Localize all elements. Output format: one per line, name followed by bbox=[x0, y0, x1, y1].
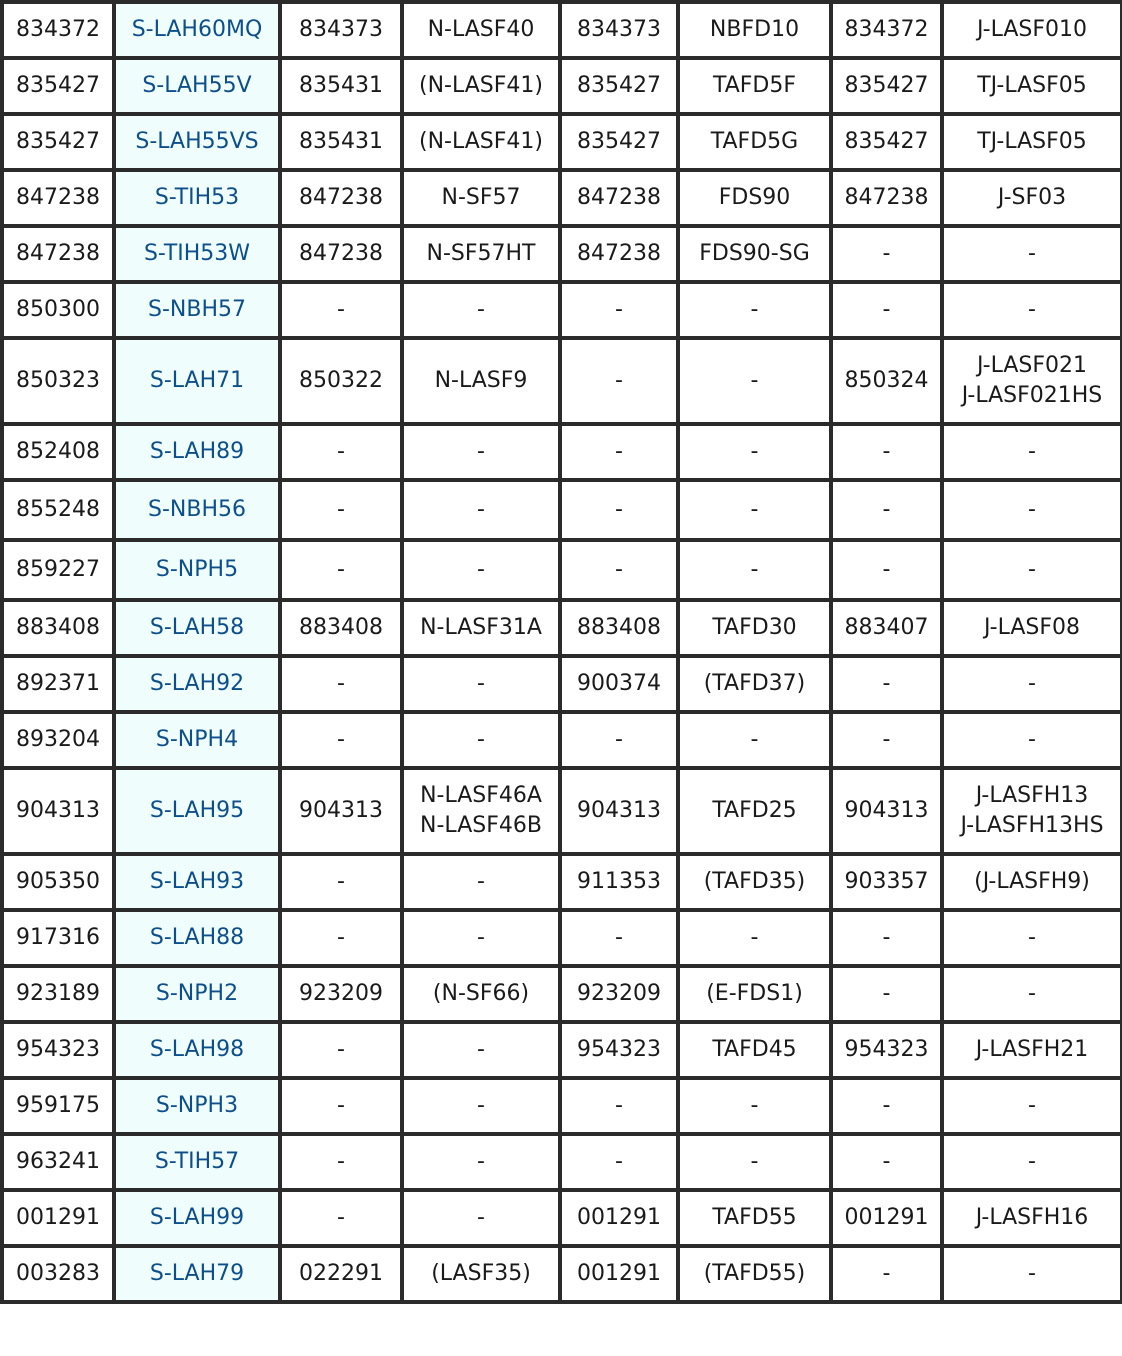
cell-line: TAFD5G bbox=[710, 129, 799, 154]
cell-line: (LASF35) bbox=[431, 1261, 531, 1286]
ohara-glass-cell[interactable]: S-LAH58 bbox=[114, 600, 280, 656]
cell-line: - bbox=[750, 297, 759, 322]
cell-line: NBFD10 bbox=[709, 17, 800, 42]
sumita-code-cell: - bbox=[831, 282, 942, 338]
cell-line: - bbox=[750, 439, 759, 464]
schott-glass-cell bbox=[402, 600, 560, 656]
hoya-code-cell: 001291 bbox=[560, 1190, 678, 1246]
glass-code-cell: 001291 bbox=[2, 1190, 114, 1246]
glass-code-cell: 859227 bbox=[2, 540, 114, 600]
cell-line: TAFD5F bbox=[712, 73, 797, 98]
hoya-code-cell: 911353 bbox=[560, 854, 678, 910]
table-row bbox=[2, 1078, 1122, 1134]
glass-code-cell: 003283 bbox=[2, 1246, 114, 1302]
cell-line: - bbox=[750, 727, 759, 752]
hoya-glass-cell bbox=[678, 282, 831, 338]
glass-code-cell: 963241 bbox=[2, 1134, 114, 1190]
glass-code-cell: 852408 bbox=[2, 424, 114, 480]
ohara-glass-cell[interactable]: S-NPH2 bbox=[114, 966, 280, 1022]
cell-line: N-LASF46A bbox=[420, 783, 542, 808]
sumita-glass-cell bbox=[942, 656, 1122, 712]
hoya-glass-cell bbox=[678, 1246, 831, 1302]
schott-code-cell: - bbox=[280, 282, 402, 338]
hoya-code-cell: - bbox=[560, 540, 678, 600]
table-row bbox=[2, 712, 1122, 768]
ohara-glass-cell[interactable]: S-NPH4 bbox=[114, 712, 280, 768]
cell-line: J-LASF08 bbox=[983, 615, 1081, 640]
hoya-code-cell: - bbox=[560, 282, 678, 338]
cell-line: - bbox=[1028, 981, 1036, 1006]
sumita-glass-cell bbox=[942, 1078, 1122, 1134]
cell-line: - bbox=[477, 727, 485, 752]
schott-glass-cell bbox=[402, 282, 560, 338]
ohara-glass-cell[interactable]: S-LAH55V bbox=[114, 58, 280, 114]
hoya-glass-cell bbox=[678, 424, 831, 480]
ohara-glass-cell[interactable]: S-LAH98 bbox=[114, 1022, 280, 1078]
sumita-code-cell: - bbox=[831, 540, 942, 600]
schott-code-cell: 847238 bbox=[280, 226, 402, 282]
schott-glass-cell bbox=[402, 966, 560, 1022]
hoya-code-cell: 904313 bbox=[560, 768, 678, 854]
table-row bbox=[2, 540, 1122, 600]
glass-code-cell: 835427 bbox=[2, 114, 114, 170]
hoya-glass-cell bbox=[678, 768, 831, 854]
schott-glass-cell bbox=[402, 656, 560, 712]
cell-line: - bbox=[1028, 1093, 1036, 1118]
ohara-glass-cell[interactable]: S-LAH79 bbox=[114, 1246, 280, 1302]
hoya-glass-cell bbox=[678, 226, 831, 282]
schott-code-cell: 834373 bbox=[280, 2, 402, 58]
hoya-glass-cell bbox=[678, 1190, 831, 1246]
sumita-glass-cell bbox=[942, 480, 1122, 540]
sumita-glass-cell bbox=[942, 282, 1122, 338]
schott-code-cell: 847238 bbox=[280, 170, 402, 226]
schott-glass-cell bbox=[402, 480, 560, 540]
cell-line: J-LASFH21 bbox=[975, 1037, 1089, 1062]
sumita-code-cell: 903357 bbox=[831, 854, 942, 910]
schott-glass-cell bbox=[402, 768, 560, 854]
table-row bbox=[2, 58, 1122, 114]
schott-code-cell: - bbox=[280, 424, 402, 480]
table-row bbox=[2, 114, 1122, 170]
sumita-code-cell: - bbox=[831, 966, 942, 1022]
table-row bbox=[2, 1134, 1122, 1190]
sumita-code-cell: - bbox=[831, 1078, 942, 1134]
sumita-glass-cell bbox=[942, 768, 1122, 854]
schott-glass-cell bbox=[402, 424, 560, 480]
cell-line: - bbox=[477, 1149, 485, 1174]
sumita-code-cell: 835427 bbox=[831, 58, 942, 114]
cell-line: - bbox=[477, 297, 485, 322]
glass-code-cell: 959175 bbox=[2, 1078, 114, 1134]
sumita-code-cell: - bbox=[831, 1134, 942, 1190]
schott-glass-cell bbox=[402, 854, 560, 910]
sumita-code-cell: - bbox=[831, 712, 942, 768]
schott-code-cell: - bbox=[280, 1134, 402, 1190]
sumita-glass-cell bbox=[942, 226, 1122, 282]
schott-code-cell: 850322 bbox=[280, 338, 402, 424]
cell-line: TAFD45 bbox=[712, 1037, 797, 1062]
cell-line: - bbox=[477, 1205, 485, 1230]
cell-line: TJ-LASF05 bbox=[977, 129, 1087, 154]
cell-line: - bbox=[477, 925, 485, 950]
ohara-glass-cell[interactable]: S-LAH71 bbox=[114, 338, 280, 424]
table-row bbox=[2, 424, 1122, 480]
schott-code-cell: - bbox=[280, 1078, 402, 1134]
cell-line: - bbox=[1028, 439, 1036, 464]
schott-glass-cell bbox=[402, 1190, 560, 1246]
hoya-glass-cell bbox=[678, 910, 831, 966]
cell-line: - bbox=[1028, 1261, 1036, 1286]
schott-code-cell: - bbox=[280, 540, 402, 600]
schott-code-cell: - bbox=[280, 656, 402, 712]
cell-line: (N-LASF41) bbox=[419, 129, 543, 154]
cell-line: - bbox=[750, 1093, 759, 1118]
cell-line: N-SF57 bbox=[441, 185, 521, 210]
glass-code-cell: 905350 bbox=[2, 854, 114, 910]
cell-line: N-LASF40 bbox=[427, 17, 535, 42]
ohara-glass-cell[interactable]: S-LAH95 bbox=[114, 768, 280, 854]
schott-glass-cell bbox=[402, 58, 560, 114]
cell-line: - bbox=[1028, 557, 1036, 582]
sumita-glass-cell bbox=[942, 966, 1122, 1022]
hoya-code-cell: 847238 bbox=[560, 170, 678, 226]
cell-line: - bbox=[477, 671, 485, 696]
table-body bbox=[2, 2, 1122, 1302]
hoya-code-cell: - bbox=[560, 1078, 678, 1134]
hoya-glass-cell bbox=[678, 854, 831, 910]
sumita-code-cell: 001291 bbox=[831, 1190, 942, 1246]
schott-glass-cell bbox=[402, 226, 560, 282]
schott-code-cell: - bbox=[280, 1190, 402, 1246]
hoya-code-cell: 001291 bbox=[560, 1246, 678, 1302]
sumita-code-cell: - bbox=[831, 910, 942, 966]
hoya-code-cell: 835427 bbox=[560, 114, 678, 170]
sumita-code-cell: 904313 bbox=[831, 768, 942, 854]
hoya-code-cell: 883408 bbox=[560, 600, 678, 656]
schott-code-cell: - bbox=[280, 712, 402, 768]
hoya-glass-cell bbox=[678, 600, 831, 656]
table-row bbox=[2, 1190, 1122, 1246]
sumita-code-cell: - bbox=[831, 480, 942, 540]
sumita-glass-cell bbox=[942, 1190, 1122, 1246]
schott-glass-cell bbox=[402, 170, 560, 226]
table-row bbox=[2, 170, 1122, 226]
cell-line: N-LASF9 bbox=[434, 368, 528, 393]
schott-glass-cell bbox=[402, 1022, 560, 1078]
sumita-code-cell: - bbox=[831, 656, 942, 712]
hoya-glass-cell bbox=[678, 656, 831, 712]
cell-line: - bbox=[477, 869, 485, 894]
cell-line: - bbox=[477, 497, 485, 522]
schott-code-cell: 835431 bbox=[280, 114, 402, 170]
sumita-glass-cell bbox=[942, 1022, 1122, 1078]
table-row bbox=[2, 854, 1122, 910]
sumita-glass-cell bbox=[942, 58, 1122, 114]
hoya-glass-cell bbox=[678, 58, 831, 114]
cell-line: FDS90-SG bbox=[699, 241, 810, 266]
glass-code-cell: 847238 bbox=[2, 226, 114, 282]
sumita-code-cell: - bbox=[831, 1246, 942, 1302]
cell-line: (N-SF66) bbox=[432, 981, 530, 1006]
hoya-code-cell: 923209 bbox=[560, 966, 678, 1022]
sumita-glass-cell bbox=[942, 338, 1122, 424]
glass-code-cell: 904313 bbox=[2, 768, 114, 854]
hoya-code-cell: - bbox=[560, 1134, 678, 1190]
table-row bbox=[2, 966, 1122, 1022]
sumita-code-cell: 835427 bbox=[831, 114, 942, 170]
schott-glass-cell bbox=[402, 540, 560, 600]
cell-line: - bbox=[1028, 497, 1036, 522]
sumita-code-cell: 850324 bbox=[831, 338, 942, 424]
sumita-code-cell: 834372 bbox=[831, 2, 942, 58]
ohara-glass-cell[interactable]: S-TIH57 bbox=[114, 1134, 280, 1190]
hoya-glass-cell bbox=[678, 540, 831, 600]
hoya-code-cell: 834373 bbox=[560, 2, 678, 58]
glass-code-cell: 835427 bbox=[2, 58, 114, 114]
hoya-glass-cell bbox=[678, 2, 831, 58]
ohara-glass-cell[interactable]: S-LAH60MQ bbox=[114, 2, 280, 58]
glass-code-cell: 883408 bbox=[2, 600, 114, 656]
cell-line: TJ-LASF05 bbox=[977, 73, 1087, 98]
cell-line: J-LASFH16 bbox=[975, 1205, 1089, 1230]
cell-line: TAFD55 bbox=[712, 1205, 797, 1230]
cell-line: - bbox=[477, 557, 485, 582]
cell-line: - bbox=[1028, 1149, 1036, 1174]
sumita-code-cell: 954323 bbox=[831, 1022, 942, 1078]
ohara-glass-cell[interactable]: S-LAH89 bbox=[114, 424, 280, 480]
cell-line: (J-LASFH9) bbox=[974, 869, 1090, 894]
cell-line: N-LASF31A bbox=[420, 615, 542, 640]
cell-line: J-LASFH13 bbox=[975, 783, 1089, 808]
table-row bbox=[2, 1246, 1122, 1302]
table-row bbox=[2, 656, 1122, 712]
sumita-code-cell: - bbox=[831, 226, 942, 282]
table-row bbox=[2, 2, 1122, 58]
ohara-glass-cell[interactable]: S-NPH5 bbox=[114, 540, 280, 600]
schott-glass-cell bbox=[402, 1078, 560, 1134]
sumita-code-cell: 883407 bbox=[831, 600, 942, 656]
cell-line: - bbox=[750, 925, 759, 950]
hoya-glass-cell bbox=[678, 480, 831, 540]
hoya-code-cell: 900374 bbox=[560, 656, 678, 712]
cell-line: - bbox=[1028, 671, 1036, 696]
cell-line: (TAFD35) bbox=[703, 869, 806, 894]
ohara-glass-cell[interactable]: S-LAH88 bbox=[114, 910, 280, 966]
schott-code-cell: - bbox=[280, 1022, 402, 1078]
cell-line: TAFD30 bbox=[712, 615, 797, 640]
table-row bbox=[2, 282, 1122, 338]
glass-code-cell: 850300 bbox=[2, 282, 114, 338]
table-row bbox=[2, 480, 1122, 540]
cell-line: - bbox=[1028, 727, 1036, 752]
glass-code-cell: 850323 bbox=[2, 338, 114, 424]
hoya-code-cell: 835427 bbox=[560, 58, 678, 114]
schott-code-cell: - bbox=[280, 910, 402, 966]
cell-line: TAFD25 bbox=[712, 798, 797, 823]
hoya-code-cell: - bbox=[560, 910, 678, 966]
cell-line: N-SF57HT bbox=[426, 241, 536, 266]
table-row bbox=[2, 600, 1122, 656]
hoya-glass-cell bbox=[678, 1134, 831, 1190]
cell-line: - bbox=[477, 1037, 485, 1062]
sumita-glass-cell bbox=[942, 114, 1122, 170]
schott-glass-cell bbox=[402, 2, 560, 58]
cell-line: J-LASFH13HS bbox=[960, 813, 1104, 838]
ohara-glass-cell[interactable]: S-TIH53 bbox=[114, 170, 280, 226]
sumita-glass-cell bbox=[942, 712, 1122, 768]
hoya-glass-cell bbox=[678, 338, 831, 424]
sumita-glass-cell bbox=[942, 910, 1122, 966]
sumita-glass-cell bbox=[942, 424, 1122, 480]
ohara-glass-cell[interactable]: S-TIH53W bbox=[114, 226, 280, 282]
hoya-code-cell: - bbox=[560, 338, 678, 424]
hoya-glass-cell bbox=[678, 712, 831, 768]
cell-line: FDS90 bbox=[718, 185, 791, 210]
hoya-glass-cell bbox=[678, 1078, 831, 1134]
hoya-code-cell: 847238 bbox=[560, 226, 678, 282]
schott-glass-cell bbox=[402, 1134, 560, 1190]
schott-glass-cell bbox=[402, 1246, 560, 1302]
glass-code-cell: 892371 bbox=[2, 656, 114, 712]
cell-line: - bbox=[750, 497, 759, 522]
cell-line: (TAFD37) bbox=[703, 671, 806, 696]
ohara-glass-cell[interactable]: S-NBH56 bbox=[114, 480, 280, 540]
schott-glass-cell bbox=[402, 712, 560, 768]
cell-line: (E-FDS1) bbox=[706, 981, 803, 1006]
cell-line: (N-LASF41) bbox=[419, 73, 543, 98]
table-row bbox=[2, 338, 1122, 424]
schott-code-cell: - bbox=[280, 854, 402, 910]
table-row bbox=[2, 226, 1122, 282]
hoya-code-cell: - bbox=[560, 480, 678, 540]
glass-code-cell: 847238 bbox=[2, 170, 114, 226]
ohara-glass-cell[interactable]: S-NBH57 bbox=[114, 282, 280, 338]
ohara-glass-cell[interactable]: S-NPH3 bbox=[114, 1078, 280, 1134]
hoya-glass-cell bbox=[678, 966, 831, 1022]
sumita-glass-cell bbox=[942, 1246, 1122, 1302]
ohara-glass-cell[interactable]: S-LAH55VS bbox=[114, 114, 280, 170]
sumita-glass-cell bbox=[942, 854, 1122, 910]
schott-glass-cell bbox=[402, 910, 560, 966]
cell-line: J-LASF021HS bbox=[961, 383, 1103, 408]
cell-line: - bbox=[1028, 925, 1036, 950]
ohara-glass-cell[interactable]: S-LAH93 bbox=[114, 854, 280, 910]
ohara-glass-cell[interactable]: S-LAH99 bbox=[114, 1190, 280, 1246]
hoya-code-cell: - bbox=[560, 712, 678, 768]
glass-code-cell: 917316 bbox=[2, 910, 114, 966]
hoya-glass-cell bbox=[678, 1022, 831, 1078]
cell-line: (TAFD55) bbox=[703, 1261, 806, 1286]
cell-line: - bbox=[750, 1149, 759, 1174]
schott-code-cell: 904313 bbox=[280, 768, 402, 854]
cell-line: J-LASF021 bbox=[976, 353, 1088, 378]
schott-glass-cell bbox=[402, 114, 560, 170]
glass-code-cell: 923189 bbox=[2, 966, 114, 1022]
sumita-code-cell: 847238 bbox=[831, 170, 942, 226]
sumita-glass-cell bbox=[942, 170, 1122, 226]
schott-code-cell: - bbox=[280, 480, 402, 540]
schott-code-cell: 883408 bbox=[280, 600, 402, 656]
cell-line: J-LASF010 bbox=[976, 17, 1088, 42]
glass-code-cell: 834372 bbox=[2, 2, 114, 58]
schott-code-cell: 835431 bbox=[280, 58, 402, 114]
schott-code-cell: 022291 bbox=[280, 1246, 402, 1302]
sumita-glass-cell bbox=[942, 600, 1122, 656]
schott-glass-cell bbox=[402, 338, 560, 424]
hoya-code-cell: - bbox=[560, 424, 678, 480]
sumita-code-cell: - bbox=[831, 424, 942, 480]
glass-code-cell: 893204 bbox=[2, 712, 114, 768]
cell-line: J-SF03 bbox=[997, 185, 1067, 210]
table-row bbox=[2, 1022, 1122, 1078]
hoya-glass-cell bbox=[678, 114, 831, 170]
hoya-code-cell: 954323 bbox=[560, 1022, 678, 1078]
hoya-glass-cell bbox=[678, 170, 831, 226]
cell-line: - bbox=[750, 557, 759, 582]
sumita-glass-cell bbox=[942, 2, 1122, 58]
ohara-glass-cell[interactable]: S-LAH92 bbox=[114, 656, 280, 712]
cell-line: - bbox=[477, 1093, 485, 1118]
glass-code-cell: 855248 bbox=[2, 480, 114, 540]
cell-line: - bbox=[1028, 241, 1036, 266]
sumita-glass-cell bbox=[942, 1134, 1122, 1190]
cell-line: - bbox=[1028, 297, 1036, 322]
schott-code-cell: 923209 bbox=[280, 966, 402, 1022]
table-row bbox=[2, 910, 1122, 966]
glass-code-cell: 954323 bbox=[2, 1022, 114, 1078]
cell-line: N-LASF46B bbox=[420, 813, 542, 838]
sumita-glass-cell bbox=[942, 540, 1122, 600]
cell-line: - bbox=[477, 439, 485, 464]
cell-line: - bbox=[750, 368, 759, 393]
table-row bbox=[2, 768, 1122, 854]
